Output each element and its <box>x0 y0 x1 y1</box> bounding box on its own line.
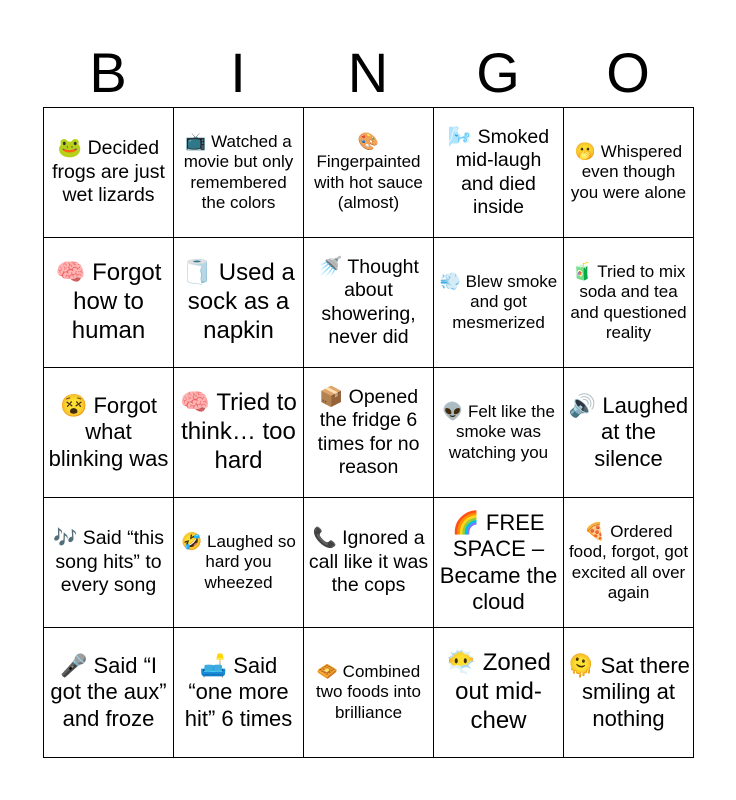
bingo-row <box>44 238 694 368</box>
bingo-header <box>43 38 693 108</box>
bingo-row <box>44 108 694 238</box>
bingo-cell[interactable]: 🐸 Decided frogs are just wet lizards <box>44 108 174 238</box>
bingo-cell[interactable]: 📺 Watched a movie but only remembered the colors <box>174 108 304 238</box>
bingo-cell[interactable]: 😶‍🌫️ Zoned out mid-chew <box>434 628 564 758</box>
bingo-cell free-space[interactable]: 🌈 FREE SPACE – Became the cloud <box>434 498 564 628</box>
header-letter-i: I <box>230 41 246 104</box>
bingo-cell[interactable]: 🫠 Sat there smiling at nothing <box>564 628 694 758</box>
bingo-cell[interactable]: 🧠 Forgot how to human <box>44 238 174 368</box>
bingo-cell[interactable]: 🧃 Tried to mix soda and tea and questioned reality <box>564 238 694 368</box>
bingo-cell[interactable]: 📞 Ignored a call like it was the cops <box>304 498 434 628</box>
header-letter-o: O <box>606 41 650 104</box>
bingo-row <box>44 498 694 628</box>
bingo-cell[interactable]: 🧻 Used a sock as a napkin <box>174 238 304 368</box>
bingo-cell[interactable]: 🔊 Laughed at the silence <box>564 368 694 498</box>
header-letter-n: N <box>347 41 389 104</box>
bingo-cell[interactable]: 🎤 Said “I got the aux” and froze <box>44 628 174 758</box>
bingo-cell[interactable]: 🍕 Ordered food, forgot, got excited all over again <box>564 498 694 628</box>
bingo-cell[interactable]: 👽 Felt like the smoke was watching you <box>434 368 564 498</box>
bingo-grid <box>43 107 694 758</box>
bingo-cell[interactable]: 🎨 Fingerpainted with hot sauce (almost) <box>304 108 434 238</box>
bingo-cell[interactable]: 😵 Forgot what blinking was <box>44 368 174 498</box>
bingo-cell[interactable]: 🛋️ Said “one more hit” 6 times <box>174 628 304 758</box>
bingo-cell[interactable]: 💨 Blew smoke and got mesmerized <box>434 238 564 368</box>
bingo-cell[interactable]: 🌬️ Smoked mid-laugh and died inside <box>434 108 564 238</box>
header-letter-b: B <box>89 41 127 104</box>
bingo-cell[interactable]: 🚿 Thought about showering, never did <box>304 238 434 368</box>
bingo-row <box>44 368 694 498</box>
header-letter-g: G <box>476 41 520 104</box>
bingo-cell[interactable]: 🎶 Said “this song hits” to every song <box>44 498 174 628</box>
bingo-cell[interactable]: 🧇 Combined two foods into brilliance <box>304 628 434 758</box>
bingo-cell[interactable]: 🫢 Whispered even though you were alone <box>564 108 694 238</box>
bingo-row <box>44 628 694 758</box>
bingo-cell[interactable]: 🤣 Laughed so hard you wheezed <box>174 498 304 628</box>
bingo-cell[interactable]: 🧠 Tried to think… too hard <box>174 368 304 498</box>
bingo-cell[interactable]: 📦 Opened the fridge 6 times for no reason <box>304 368 434 498</box>
